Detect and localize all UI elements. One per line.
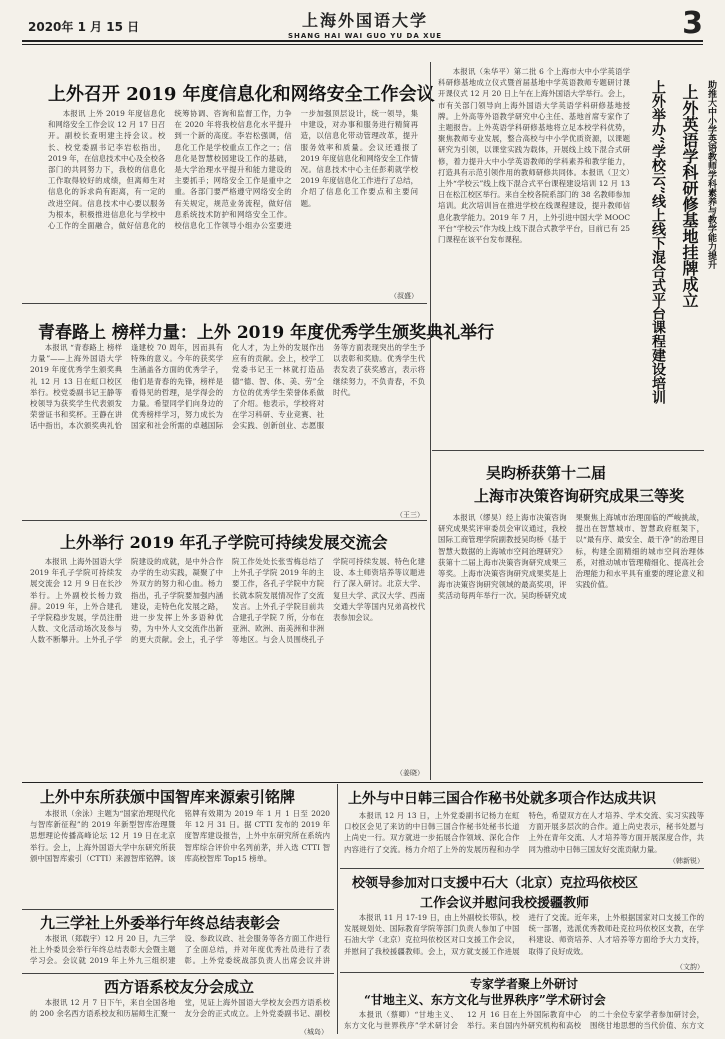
article-title: 上外举行 2019 年孔子学院可持续发展交流会 — [60, 533, 388, 552]
article-kicker: 专家学者聚上外研讨 — [470, 977, 579, 991]
article-body: 本报讯（缪昊）经上海市决策咨询研究成果奖评审委员会审议通过，我校国际工商管理学院副教授吴昀桥《基于智慧大数据的上海城市空间治理研究》获第十二届上海市决策咨询研究成果三等奖。上海市决策咨询研究成果奖是上海市决策咨询研究领域的最高奖项，评奖活动每两年举行一次。吴昀桥研究成果聚焦上海城市治理面临的严峻挑战，提出在智慧城市、智慧政府框架下，以“最有序、最安全、最干净”的治理目标，构建全面精细的城市空间治理体系，对推动城市管理精细化、提高社会治理能力和水平具有重要的理论意义和实践价值。 — [438, 513, 704, 601]
divider — [22, 973, 334, 974]
column-divider — [430, 62, 431, 780]
section-divider — [22, 782, 703, 783]
article-body: 本报讯（朱华平）第二批 6 个上海市大中小学英语学科研修基地成立仪式暨首届基地中学英语教师专题研讨课开课仪式 12 月 20 日上午在上海外国语大学举行。会上，市有关部门领导向上海外国语大学英语学科研修基地授牌。上外高等外语教学研究中心主任、基地首席专家作了主题报告。上外英语学科研修基地将立足本校学科优势，聚焦教师专业发展，整合高校与中小学优质资源，以课题研究为引领，以课堂实践为载体，开展线上线下混合式研修，着力提升大中小学英语教师的学科素养和教学能力，打造具有示范引领作用的教师研修共同体。本报讯（卫文）上外“学校云”线上线下混合式平台课程建设培训 12 月 13 日在松江校区举行。来自全校各院系部门的 38 名教师参加培训。此次培训旨在推进学校在线课程建设，提升教师信息化教学能力。2019 年 7 月，上外引进中国大学 MOOC 平台“学校云”作为线上线下混合式教学平台，目前已有 25 门课程在该平台发布课程。 — [438, 67, 630, 245]
article-title: “甘地主义、东方文化与世界秩序”学术研讨会 — [364, 993, 606, 1007]
divider — [340, 868, 704, 869]
page-number: 3 — [682, 6, 703, 41]
article-title: 上外与中日韩三国合作秘书处就多项合作达成共识 — [348, 791, 656, 807]
article-body: 本报讯 “青春路上 榜样力量”——上海外国语大学 2019 年度优秀学生颁奖典礼 12 月 13 日在虹口校区举行。校党委副书记王静等校领导为获奖学生代表颁发荣誉证书和奖杯。王静在讲话中指出，本次颁奖典礼恰逢建校 70 周年，因而具有特殊的意义。今年的获奖学生涵盖各方面的优秀学子，他们是青春的先锋，榜样是看得见的哲理，是学得会的力量。希望同学们向身边的优秀榜样学习，努力成长为国家和社会所需的卓越国际化人才，为上外的发展作出应有的贡献。会上，校学工党委书记王一林就打造品德“德、智、体、美、劳”全方位的优秀学生荣誉体系做了介绍。他表示，学校将对在学习科研、专业竞赛、社会实践、创新创业、志愿服务等方面表现突出的学生予以表彰和奖励。优秀学生代表发表了获奖感言，表示将继续努力，不负青春，不负时代。 — [30, 343, 425, 431]
article-body: 本报讯 12 月 13 日，上外党委副书记杨力在虹口校区会见了来访的中日韩三国合作秘书处秘书长道上尚史一行。双方就进一步拓展合作领域、深化合作内容进行了交流。杨力介绍了上外的发展历程和办学特色，希望双方在人才培养、学术交流、实习实践等方面开展多层次的合作。道上尚史表示，秘书处愿与上外在青年交流、人才培养等方面开展深度合作，共同为推动中日韩三国友好交流贡献力量。 — [344, 811, 704, 854]
article-body: 本报讯 上外 2019 年度信息化和网络安全工作会议 12 月 17 日召开。副校长查明建主持会议。校长、校党委副书记李岩松指出，2019 年，在信息技术中心及全校各部门的共同努力下，我校的信息化工作取得较好的成绩，但离师生对信息化的诉求尚有距离，有一定的改进空间。信息技术中心要以服务为根本，积极推进信息化与学校中心工作的全面融合，做好信息化的统筹协调、咨询和监督工作，力争在 2020 年将我校信息化水平提升到一个新的高度。李岩松强调，信息化工作是学校重点工作之一；信息化是智慧校园建设工作的基础，是大学治理水平提升和能力建设的主要抓手；网络安全工作是重中之重。各部门要严格遵守网络安全的有关规定，规范业务流程，做好信息系统技术防护和网络安全工作。校信息化工作领导小组办公室要进一步加强顶层设计，统一领导，集中建设，对办事和服务进行精简再造，以信息化带动管理改革，提升服务效率和质量。会议还通报了 2019 年度信息化和网络安全工作情况。信息技术中心主任彭莉就学校 2019 年度信息化工作进行了总结，介绍了信息化工作要点和主要问题。 — [48, 109, 418, 231]
divider — [22, 909, 334, 910]
article-title: 上外举办“学校云”线上线下混合式平台课程建设培训 — [650, 80, 666, 405]
article-title: 上外英语学科研修基地挂牌成立 — [680, 84, 699, 308]
article-body: 本报讯（余泳）主题为“国家治理现代化与智库新征程”的 2019 年新型智库治理暨思想理论传播高峰论坛 12 月 19 日在北京举行。会上，上海外国语大学中东研究所获颁中国智库索引（CTTI）来源智库铭牌。该铭牌有效期为 2019 年 1 月 1 日至 2020 年 12 月 31 日。据 CTTI 发布的 2019 年度智库建设报告，上外中东研究所在系统内智库综合评价中名列前茅，并入选 CTTI 智库高校智库 Top15 榜单。 — [30, 809, 330, 863]
article-credit: （文韵） — [676, 963, 704, 971]
newspaper-masthead — [270, 8, 460, 40]
article-body: 本报讯（郑载宇）12 月 20 日，九三学社上外委员会举行年终总结表彰大会暨主题学习会。会议就 2019 年上外九三组织建设、参政议政、社会服务等各方面工作进行了全面总结，并对年度优秀社员进行了表彰。上外党委统战部负责人出席会议并讲 — [30, 934, 330, 966]
issue-date: 2020年 1 月 15 日 — [28, 20, 140, 34]
article-credit: （叔盛） — [390, 292, 418, 300]
article-title: 青春路上 榜样力量：上外 2019 年度优秀学生颁奖典礼举行 — [38, 323, 495, 343]
masthead-name-en: SHANG HAI WAI GUO YU DA XUE — [287, 32, 443, 40]
article-credit: （王三） — [396, 511, 424, 519]
masthead-name-cn: 上海外国语大学 — [301, 11, 428, 30]
divider — [432, 450, 704, 451]
article-credit: （韩新锐） — [669, 857, 704, 865]
divider — [22, 520, 427, 521]
article-body: 本报讯（蔡卿）“甘地主义、东方文化与世界秩序”学术研讨会 12 月 16 日在上外国际教育中心举行。来自国内外研究机构和高校的二十余位专家学者参加研讨会，围绕甘地思想的当代价值、东方文 — [344, 1010, 704, 1031]
article-title: 上外中东所获颁中国智库来源索引铭牌 — [40, 788, 296, 806]
article-body: 本报讯 上海外国语大学 2019 年孔子学院可持续发展交流会 12 月 9 日在长沙举行。上外副校长杨力致辞。2019 年，上外合建孔子学院稳步发展，学员注册人数、文化活动场次及参与人数不断攀升。上外孔子学院建设的成就，是中外合作办学的生动实践，凝聚了中外双方的努力和心血。杨力指出，孔子学院要加强内涵建设，走特色化发展之路，进一步发挥上外多语种优势，为中外人文交流作出新的更大贡献。会上，孔子学院工作处处长张雪梅总结了上外孔子学院 2019 年的主要工作，各孔子学院中方院长就本院发展情况作了交流发言。上外孔子学院目前共合建孔子学院 7 所，分布在亚洲、欧洲、南美洲和非洲等地区。与会人员围绕孔子学院可持续发展、特色化建设、本土师资培养等议题进行了深入研讨。北京大学、复旦大学、武汉大学、西南交通大学等国内兄弟高校代表参加会议。 — [30, 557, 425, 645]
article-title: 工作会议并慰问我校援疆教师 — [420, 896, 590, 911]
article-credit: （姜晓） — [396, 769, 424, 777]
article-title: 吴昀桥获第十二届 — [486, 464, 607, 482]
column-divider — [337, 784, 338, 1034]
article-title: 校领导参加对口支援中石大（北京）克拉玛依校区 — [352, 876, 639, 891]
article-title: 上海市决策咨询研究成果三等奖 — [474, 487, 685, 505]
divider — [22, 303, 427, 304]
article-title: 上外召开 2019 年度信息化和网络安全工作会议 — [48, 84, 435, 105]
article-kicker: 助推大中小学英语教师学科素养与教学能力提升 — [706, 80, 716, 269]
masthead-rule-thin — [22, 44, 703, 45]
article-body: 本报讯 11 月 17-19 日，由上外副校长带队，校发展规划处、国际教育学院等部门负责人参加了中国石油大学（北京）克拉玛依校区对口支援工作会议，并慰问了我校援疆教师。会上，双方就支援工作进展进行了交流。近年来，上外根据国家对口支援工作的统一部署，选派优秀教师赴克拉玛依校区支教，在学科建设、师资培养、人才培养等方面给予大力支持，取得了良好成效。 — [344, 913, 704, 956]
article-body: 本报讯 12 月 7 日下午，来自全国各地的 200 余名西方语系校友和历届师生汇聚一堂，见证上海外国语大学校友会西方语系校友分会的正式成立。上外党委副书记、副校 — [30, 998, 330, 1019]
masthead-rule — [22, 40, 703, 42]
article-title: 九三学社上外委举行年终总结表彰会 — [40, 914, 281, 932]
divider — [340, 972, 704, 973]
article-credit: （城岛） — [300, 1028, 328, 1036]
article-title: 西方语系校友分会成立 — [104, 978, 255, 996]
